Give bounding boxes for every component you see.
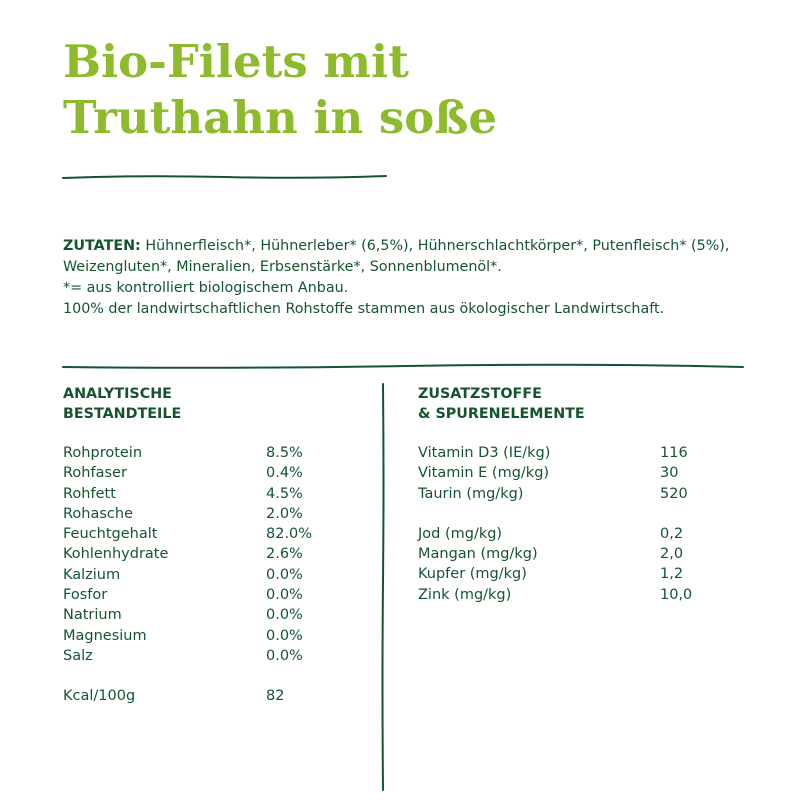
list-item	[418, 524, 748, 544]
list-item	[63, 484, 363, 504]
product-title-line-1: Bio-Filets mit	[63, 35, 409, 88]
list-item	[63, 463, 363, 483]
list-spacer	[63, 666, 363, 686]
nutrient-name: Natrium	[63, 607, 122, 624]
column-divider	[378, 382, 388, 792]
list-item	[63, 646, 363, 666]
nutrient-value: 0.0%	[266, 566, 303, 583]
nutrient-value: 8.5%	[266, 445, 303, 461]
nutrient-value: 0.0%	[266, 647, 303, 664]
nutrient-name: Rohasche	[63, 505, 134, 522]
trace-element-value: 1,2	[660, 566, 684, 583]
additives-list	[418, 443, 748, 605]
additive-name: Taurin (mg/kg)	[418, 485, 524, 502]
nutrient-value: 0.0%	[266, 627, 303, 644]
ingredients-list: Hühnerfleisch*, Hühnerleber* (6,5%), Hühnerschlachtkörper*, Putenfleisch* (5%), Weizengluten*, Mineralien, Erbsenstärke*, Sonnenblumenöl*.	[63, 238, 730, 275]
nutrient-name: Kalzium	[63, 566, 121, 583]
kcal-row	[63, 686, 363, 706]
nutrient-value: 82.0%	[266, 526, 313, 543]
title-divider	[60, 172, 390, 182]
nutrient-name: Feuchtgehalt	[63, 526, 158, 543]
analytic-heading	[63, 384, 181, 424]
trace-element-value: 10,0	[660, 586, 693, 603]
list-item	[418, 443, 748, 463]
nutrient-name: Salz	[63, 647, 93, 664]
nutrient-name: Fosfor	[63, 587, 108, 604]
additives-heading-line-1: ZUSATZSTOFFE	[418, 386, 542, 402]
trace-element-value: 2,0	[660, 546, 684, 563]
kcal-value: 82	[266, 688, 285, 705]
trace-element-name: Kupfer (mg/kg)	[418, 566, 527, 583]
additives-heading-line-2: & SPURENELEMENTE	[418, 406, 585, 422]
list-item	[63, 443, 363, 463]
nutrient-name: Kohlenhydrate	[63, 546, 169, 563]
section-divider	[60, 362, 746, 372]
list-item	[418, 544, 748, 564]
ingredients-block	[63, 236, 743, 320]
nutrient-value: 0.0%	[266, 587, 303, 604]
kcal-label: Kcal/100g	[63, 688, 136, 705]
nutrient-value: 2.6%	[266, 546, 303, 563]
trace-element-name: Jod (mg/kg)	[418, 525, 503, 542]
list-item	[63, 585, 363, 605]
additive-value: 116	[660, 445, 688, 461]
ingredients-label: ZUTATEN:	[63, 238, 141, 254]
trace-element-name: Mangan (mg/kg)	[418, 546, 538, 563]
analytic-heading-line-1: ANALYTISCHE	[63, 386, 172, 402]
trace-element-value: 0,2	[660, 525, 684, 542]
trace-element-name: Zink (mg/kg)	[418, 586, 512, 603]
list-item	[63, 605, 363, 625]
analytic-heading-line-2: BESTANDTEILE	[63, 406, 182, 422]
additives-heading	[418, 384, 585, 424]
organic-note: *= aus kontrolliert biologischem Anbau.	[63, 280, 349, 296]
additive-name: Vitamin E (mg/kg)	[418, 465, 550, 482]
nutrient-value: 0.4%	[266, 465, 303, 482]
list-item	[418, 564, 748, 584]
additive-value: 520	[660, 485, 688, 502]
list-item	[63, 504, 363, 524]
list-item	[63, 565, 363, 585]
nutrient-value: 0.0%	[266, 607, 303, 624]
list-item	[63, 524, 363, 544]
list-item	[63, 626, 363, 646]
analytic-list	[63, 443, 363, 707]
additive-value: 30	[660, 465, 679, 482]
nutrient-name: Rohfett	[63, 485, 116, 502]
product-title	[63, 34, 497, 146]
list-item	[418, 463, 748, 483]
nutrient-value: 2.0%	[266, 505, 303, 522]
list-item	[418, 484, 748, 504]
list-item	[63, 544, 363, 564]
list-spacer	[418, 504, 748, 524]
nutrient-name: Magnesium	[63, 627, 147, 644]
nutrient-value: 4.5%	[266, 485, 303, 502]
nutrient-name: Rohfaser	[63, 465, 127, 482]
list-item	[418, 585, 748, 605]
organic-statement: 100% der landwirtschaftlichen Rohstoffe stammen aus ökologischer Landwirtschaft.	[63, 301, 665, 317]
ingredients-text	[63, 236, 743, 278]
additive-name: Vitamin D3 (IE/kg)	[418, 445, 551, 461]
product-title-line-2: Truthahn in soße	[63, 91, 498, 144]
nutrient-name: Rohprotein	[63, 445, 143, 461]
